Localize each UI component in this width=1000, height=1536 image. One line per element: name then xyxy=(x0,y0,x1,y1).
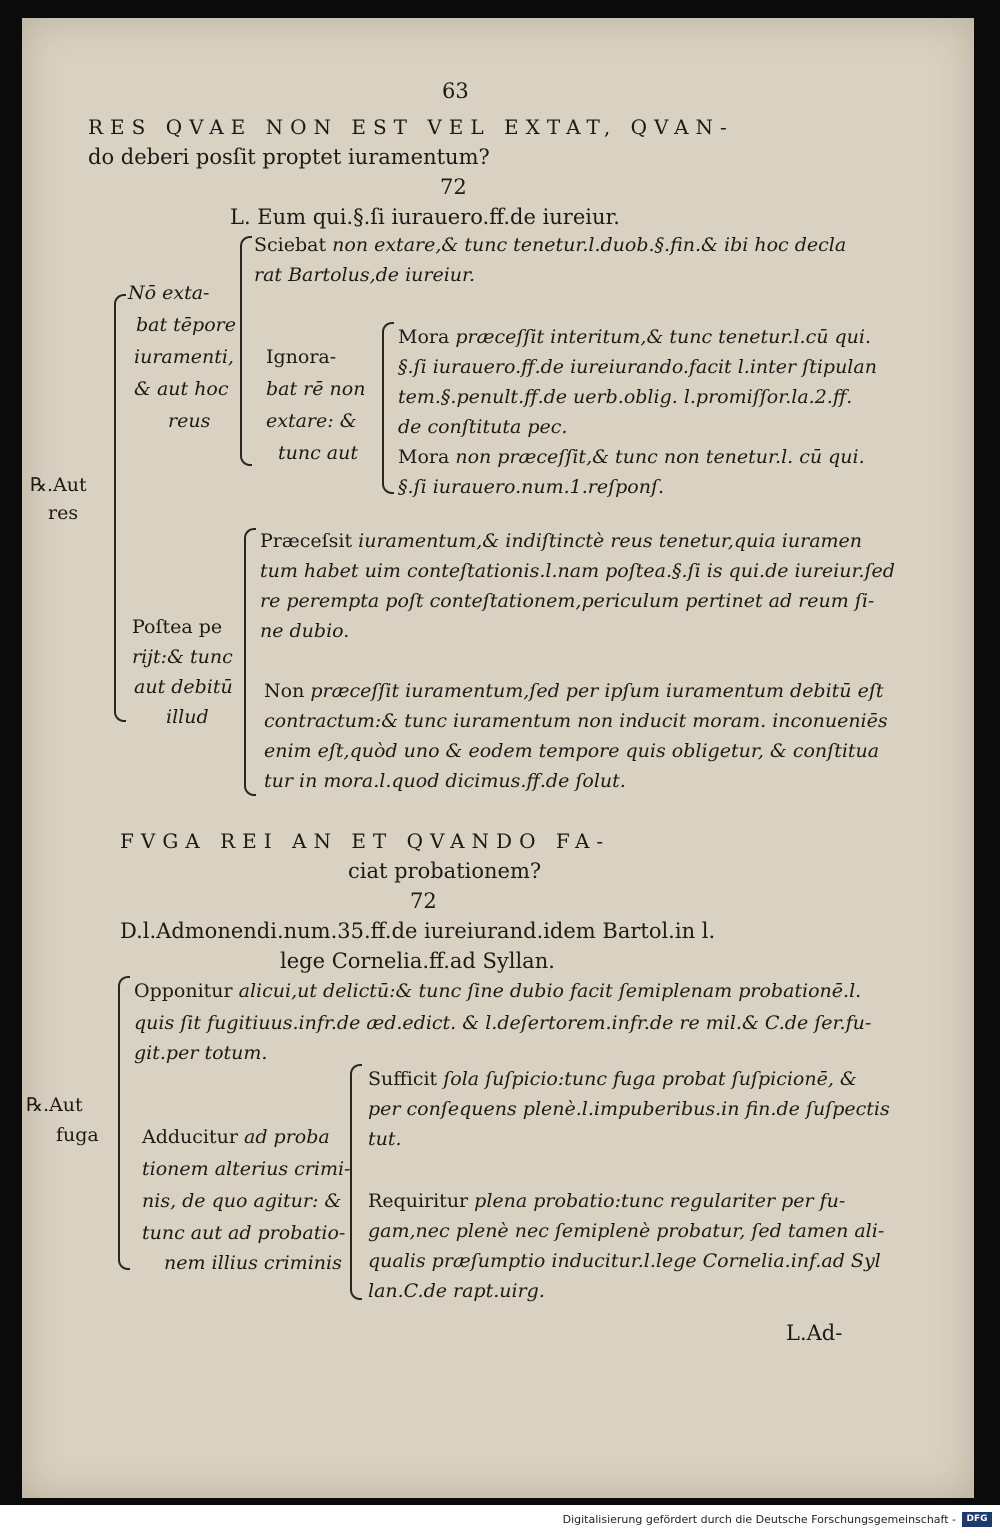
ignorabat-label-line2: bat rē non xyxy=(266,378,366,400)
praecessit-line1: Præceſsit iuramentum,& indiſtinctè reus tenetur,quia iuramen xyxy=(260,530,863,552)
mora2-line2: §.ſi iurauero.num.1.reſponſ. xyxy=(398,476,665,498)
section1-number: 72 xyxy=(440,175,467,199)
adducitur-line3: nis, de quo agitur: & xyxy=(142,1190,342,1212)
requiritur-line2: gam,nec plenè nec ſemiplenè probatur, ſed tamen ali- xyxy=(368,1220,885,1242)
mora1-line1: Mora præceſſit interitum,& tunc tenetur.l.cū qui. xyxy=(398,326,871,348)
section2-label-fuga: fuga xyxy=(56,1124,99,1146)
non-praecessit-line3: enim eſt,quòd uno & eodem tempore quis obligetur, & conſtitua xyxy=(264,740,880,762)
catchword: L.Ad- xyxy=(786,1321,843,1345)
branch-a-label-line5: reus xyxy=(168,410,211,432)
non-praecessit-line4: tur in mora.l.quod dicimus.ff.de ſolut. xyxy=(264,770,626,792)
opponitur-line1: Opponitur alicui,ut delictū:& tunc ſine dubio facit ſemiplenam probationē.l. xyxy=(134,980,862,1002)
branch-b-label-line4: illud xyxy=(166,706,209,728)
mora2-line1: Mora non præceſſit,& tunc non tenetur.l. cū qui. xyxy=(398,446,865,468)
section2-reference-line1: D.l.Admonendi.num.35.ff.de iureiurand.idem Bartol.in l. xyxy=(120,919,716,943)
requiritur-line1: Requiritur plena probatio:tunc regulariter per fu- xyxy=(368,1190,846,1212)
opponitur-line3: git.per totum. xyxy=(134,1042,268,1064)
section2-label-aut: ℞.Aut xyxy=(26,1094,83,1116)
branch-b-label-line3: aut debitū xyxy=(134,676,233,698)
non-praecessit-line1: Non præceſſit iuramentum,ſed per ipſum iuramentum debitū eſt xyxy=(264,680,884,702)
branch-b-label-line2: rijt:& tunc xyxy=(132,646,233,668)
sufficit-line1: Sufficit ſola ſuſpicio:tunc fuga probat ſuſpicionē, & xyxy=(368,1068,857,1090)
section2-reference-line2: lege Cornelia.ff.ad Syllan. xyxy=(280,949,555,973)
sciebat-line2: rat Bartolus,de iureiur. xyxy=(254,264,476,286)
section1-label-aut: ℞.Aut xyxy=(30,474,87,496)
section1-title-line2: do deberi posſit proptet iuramentum? xyxy=(88,145,490,169)
adducitur-line2: tionem alterius crimi- xyxy=(142,1158,351,1180)
branch-a-label-line1: Nō exta- xyxy=(128,282,210,304)
requiritur-line3: qualis præſumptio inducitur.l.lege Cornelia.inf.ad Syl xyxy=(368,1250,881,1272)
adducitur-line5: nem illius criminis xyxy=(164,1252,342,1274)
branch-a-label-line2: bat tēpore xyxy=(136,314,236,336)
branch-a-label-line3: iuramenti, xyxy=(134,346,234,368)
ignorabat-label-line1: Ignora- xyxy=(266,346,337,368)
section1-outer-bracket xyxy=(114,294,126,722)
section2-title-line2: ciat probationem? xyxy=(348,859,542,883)
adducitur-line4: tunc aut ad probatio- xyxy=(142,1222,346,1244)
praecessit-line3: re perempta poſt conteſtationem,periculum pertinet ad reum ſi- xyxy=(260,590,875,612)
requiritur-line4: lan.C.de rapt.uirg. xyxy=(368,1280,545,1302)
ignorabat-label-line4: tunc aut xyxy=(278,442,358,464)
book-page xyxy=(22,18,974,1498)
praecessit-line2: tum habet uim conteſtationis.l.nam poſtea.§.ſi is qui.de iureiur.ſed xyxy=(260,560,895,582)
non-praecessit-line2: contractum:& tunc iuramentum non inducit moram. inconueniēs xyxy=(264,710,888,732)
section2-number: 72 xyxy=(410,889,437,913)
section2-outer-bracket xyxy=(118,976,130,1270)
branch-a-bracket xyxy=(240,236,252,466)
section2-title-line1: FVGA REI AN ET QVANDO FA- xyxy=(120,829,611,853)
mora1-line3: tem.§.penult.ff.de uerb.oblig. l.promiſſor.la.2.ff. xyxy=(398,386,853,408)
footer-credit: Digitalisierung gefördert durch die Deutsche Forschungsgemeinschaft - xyxy=(562,1513,956,1526)
mora1-line2: §.ſi iurauero.ff.de iureiurando.facit l.inter ſtipulan xyxy=(398,356,877,378)
mora1-line4: de conſtituta pec. xyxy=(398,416,568,438)
page-number: 63 xyxy=(442,79,469,103)
sufficit-line3: tut. xyxy=(368,1128,402,1150)
sciebat-line1: Sciebat non extare,& tunc tenetur.l.duob.§.fin.& ibi hoc decla xyxy=(254,234,847,256)
branch-b-bracket xyxy=(244,528,256,796)
praecessit-line4: ne dubio. xyxy=(260,620,350,642)
mora-bracket xyxy=(382,322,394,494)
ignorabat-label-line3: extare: & xyxy=(266,410,357,432)
adducitur-bracket xyxy=(350,1064,362,1300)
dfg-logo-icon: DFG xyxy=(962,1512,992,1527)
opponitur-line2: quis ſit fugitiuus.infr.de æd.edict. & l.deſertorem.infr.de re mil.& C.de ſer.fu- xyxy=(134,1012,872,1034)
sufficit-line2: per conſequens plenè.l.impuberibus.in fin.de ſuſpectis xyxy=(368,1098,890,1120)
section1-reference: L. Eum qui.§.ſi iurauero.ff.de iureiur. xyxy=(230,205,620,229)
footer-bar xyxy=(0,1505,1000,1536)
branch-b-label-line1: Poſtea pe xyxy=(132,616,223,638)
section1-label-res: res xyxy=(48,502,79,524)
adducitur-line1: Adducitur ad proba xyxy=(142,1126,330,1148)
branch-a-label-line4: & aut hoc xyxy=(134,378,229,400)
section1-title-line1: RES QVAE NON EST VEL EXTAT, QVAN- xyxy=(88,115,734,139)
